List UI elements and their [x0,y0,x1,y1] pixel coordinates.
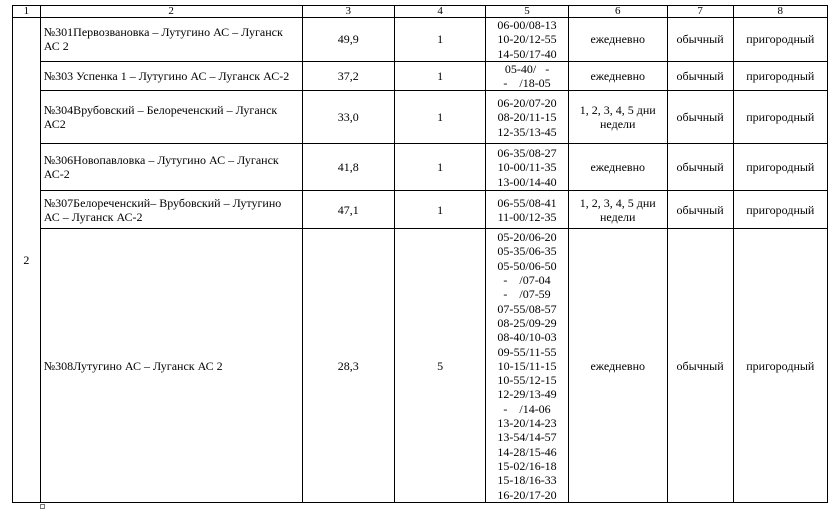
count-cell: 5 [394,229,485,503]
header-cell: 7 [667,6,733,18]
header-cell: 4 [394,6,485,18]
days-cell: ежедневно [568,144,667,191]
time-entry: 05-50/06-50 [497,258,557,273]
time-entry: - /07-59 [503,287,551,302]
bus-class-cell: обычный [667,144,733,191]
header-cell: 5 [486,6,569,18]
table-row [13,191,828,229]
time-entry: - /07-04 [503,273,551,288]
header-cell: 2 [40,6,302,18]
distance-cell: 47,1 [302,191,394,229]
time-entry: 06-00/08-13 [497,18,557,32]
time-entry: 05-40/ - [504,61,550,76]
time-entry: 15-18/16-33 [497,473,557,488]
times-cell [486,144,569,191]
time-entry: 16-20/17-20 [497,487,557,502]
count-cell: 1 [394,144,485,191]
table-move-handle[interactable] [40,504,45,509]
route-type-cell: пригородный [733,61,827,91]
table-row [13,229,828,503]
distance-cell: 41,8 [302,144,394,191]
time-entry: 13-20/14-23 [497,416,557,431]
distance-cell: 33,0 [302,91,394,144]
schedule-table [12,5,828,503]
time-entry: 13-00/14-40 [497,174,557,189]
time-entry: 08-25/09-29 [497,315,557,330]
time-entry: 05-35/06-35 [497,244,557,259]
group-number-cell: 2 [13,18,41,503]
times-cell [486,229,569,503]
route-type-cell: пригородный [733,229,827,503]
time-entry: 08-20/11-15 [497,110,557,125]
distance-cell: 49,9 [302,18,394,62]
time-entry: 15-02/16-18 [497,458,557,473]
count-cell: 1 [394,91,485,144]
route-type-cell: пригородный [733,91,827,144]
time-entry: 06-20/07-20 [497,96,557,111]
bus-class-cell: обычный [667,91,733,144]
days-cell: ежедневно [568,18,667,62]
distance-cell: 37,2 [302,61,394,91]
times-cell [486,61,569,91]
table-row [13,18,828,62]
time-entry: 10-00/11-35 [497,160,557,175]
time-entry: 14-50/17-40 [497,46,557,61]
time-entry: 10-20/12-55 [497,32,557,47]
route-cell: №308Лутугино АС – Луганск АС 2 [40,229,302,503]
route-cell: №306Новопавловка – Лутугино АС – Луганск АС-2 [40,144,302,191]
time-entry: 11-00/12-35 [497,209,557,224]
route-cell: №303 Успенка 1 – Лутугино АС – Луганск АС-2 [40,61,302,91]
distance-cell: 28,3 [302,229,394,503]
bus-class-cell: обычный [667,18,733,62]
bus-class-cell: обычный [667,191,733,229]
bus-class-cell: обычный [667,61,733,91]
count-cell: 1 [394,18,485,62]
table-row [13,91,828,144]
time-entry: 05-20/06-20 [497,230,557,245]
header-row [13,6,828,18]
schedule-body [13,6,828,503]
count-cell: 1 [394,61,485,91]
header-cell: 8 [733,6,827,18]
time-entry: - /14-06 [503,401,551,416]
route-type-cell: пригородный [733,18,827,62]
time-entry: 13-54/14-57 [497,430,557,445]
times-cell [486,18,569,62]
days-cell: 1, 2, 3, 4, 5 дни недели [568,191,667,229]
bus-class-cell: обычный [667,229,733,503]
route-type-cell: пригородный [733,191,827,229]
time-entry: 08-40/10-03 [497,330,557,345]
times-cell [486,191,569,229]
table-row [13,61,828,91]
days-cell: ежедневно [568,61,667,91]
time-entry: 10-55/12-15 [497,373,557,388]
time-entry: 12-29/13-49 [497,387,557,402]
header-cell: 1 [13,6,41,18]
time-entry: 06-35/08-27 [497,146,557,161]
route-cell: №301Первозвановка – Лутугино АС – Луганск АС 2 [40,18,302,62]
route-type-cell: пригородный [733,144,827,191]
times-cell [486,91,569,144]
route-cell: №304Врубовский – Белореченский – Луганск АС2 [40,91,302,144]
header-cell: 3 [302,6,394,18]
count-cell: 1 [394,191,485,229]
days-cell: ежедневно [568,229,667,503]
time-entry: 12-35/13-45 [497,124,557,139]
time-entry: - /18-05 [503,76,551,91]
table-row [13,144,828,191]
time-entry: 06-55/08-41 [497,195,557,210]
time-entry: 10-15/11-15 [497,358,557,373]
days-cell: 1, 2, 3, 4, 5 дни недели [568,91,667,144]
route-cell: №307Белореченский– Врубовский – Лутугино АС – Луганск АС-2 [40,191,302,229]
header-cell: 6 [568,6,667,18]
time-entry: 09-55/11-55 [497,344,557,359]
time-entry: 14-28/15-46 [497,444,557,459]
time-entry: 07-55/08-57 [497,301,557,316]
